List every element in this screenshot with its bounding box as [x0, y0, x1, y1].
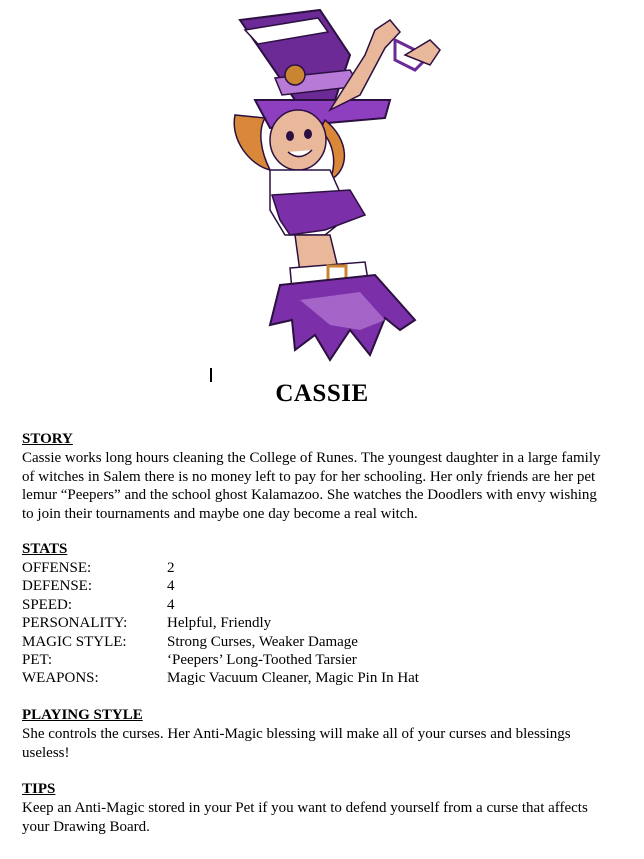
stat-row-offense: [22, 559, 622, 577]
stat-row-defense: [22, 577, 622, 595]
stats-table: [22, 559, 622, 688]
stat-label: DEFENSE:: [22, 578, 93, 595]
story-text: [22, 449, 642, 523]
character-name: CASSIE: [275, 380, 369, 407]
stat-value: 4: [167, 578, 175, 595]
stat-value: Magic Vacuum Cleaner, Magic Pin In Hat: [167, 670, 419, 687]
stat-label: PET:: [22, 652, 53, 669]
witch-character-illustration: [200, 0, 460, 370]
tips-line: your Drawing Board.: [22, 818, 150, 835]
stat-value: 4: [167, 596, 175, 613]
playing-style-heading: PLAYING STYLE: [22, 707, 143, 723]
stat-row-pet: [22, 651, 622, 669]
story-line: to join their tournaments and maybe one day become a real witch.: [22, 505, 418, 522]
story-line: of witches in Salem there is no money left to pay for her schooling. Her only friends are her pet: [22, 468, 596, 485]
stat-value: Helpful, Friendly: [167, 615, 272, 632]
stat-value: ‘Peepers’ Long-Toothed Tarsier: [167, 652, 357, 669]
tips-text: [22, 799, 642, 836]
stat-row-magic-style: [22, 633, 622, 651]
stat-label: PERSONALITY:: [22, 615, 128, 632]
stat-label: SPEED:: [22, 596, 73, 613]
tips-heading: TIPS: [22, 781, 56, 797]
playing-style-line: She controls the curses. Her Anti-Magic blessing will make all of your curses and blessings: [22, 726, 571, 742]
stat-label: MAGIC STYLE:: [22, 633, 127, 650]
stat-label: OFFENSE:: [22, 560, 92, 576]
story-heading: STORY: [22, 431, 73, 447]
tips-line: Keep an Anti-Magic stored in your Pet if you want to defend yourself from a curse that affects: [22, 800, 588, 816]
stat-value: 2: [167, 560, 175, 576]
stat-row-weapons: [22, 669, 622, 687]
stat-row-personality: [22, 614, 622, 632]
story-line: Cassie works long hours cleaning the College of Runes. The youngest daughter in a large family: [22, 450, 601, 466]
playing-style-text: [22, 725, 642, 762]
stat-label: WEAPONS:: [22, 670, 99, 687]
stat-row-speed: [22, 596, 622, 614]
stat-value: Strong Curses, Weaker Damage: [167, 633, 358, 650]
stats-heading: STATS: [22, 541, 68, 557]
story-line: lemur “Peepers” and the school ghost Kalamazoo. She watches the Doodlers with envy wishing: [22, 487, 597, 503]
playing-style-line: useless!: [22, 744, 70, 761]
